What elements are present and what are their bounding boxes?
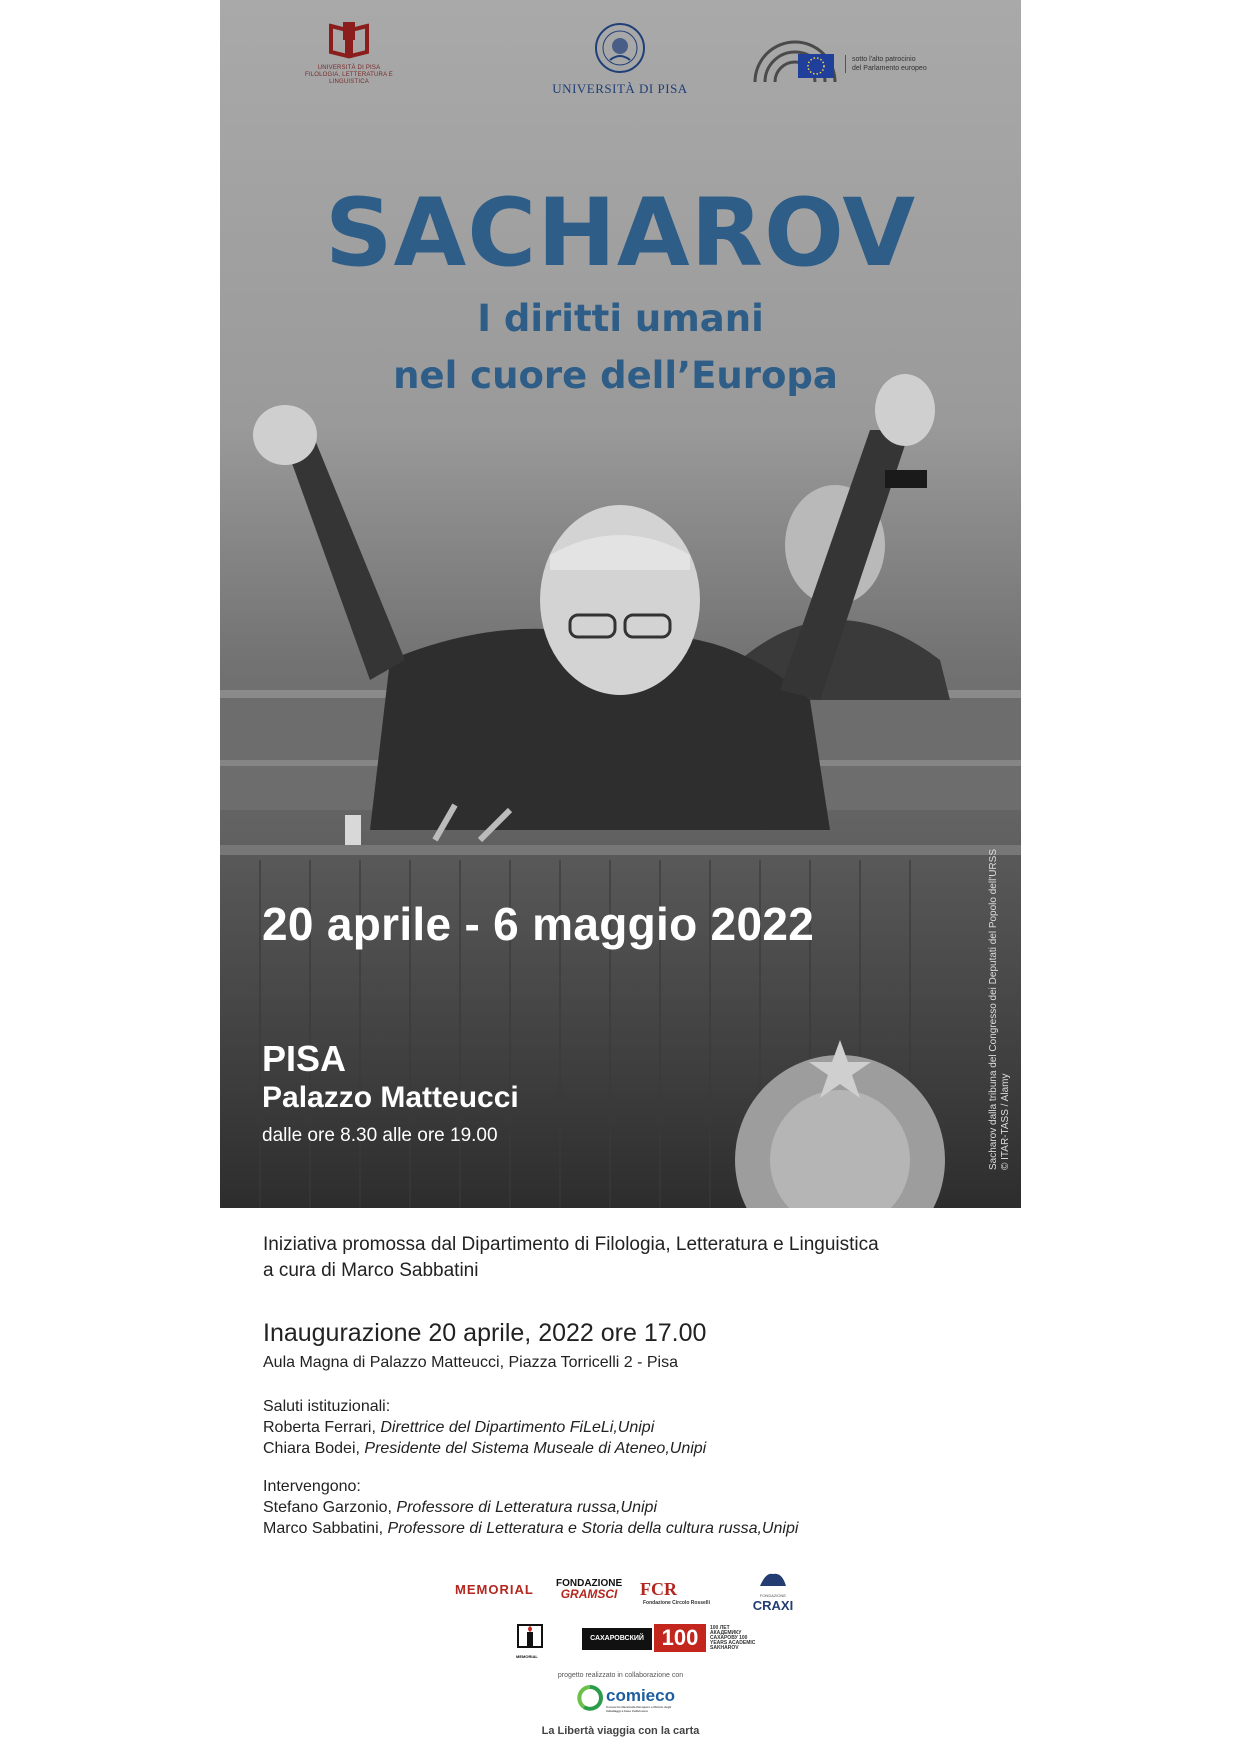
fondazione-gramsci-logo xyxy=(556,1578,622,1600)
exhibition-dates: 20 aprile - 6 maggio 2022 xyxy=(262,898,815,950)
sakharov-100-logo: 100 xyxy=(654,1624,706,1652)
greeting-role: Direttrice del Dipartimento FiLeLi,Unipi xyxy=(380,1419,655,1436)
ep-caption-line1: sotto l'alto patrocinio xyxy=(852,56,916,63)
filelli-logo xyxy=(294,20,404,86)
speakers-heading: Intervengono: xyxy=(263,1478,361,1495)
greetings-heading: Saluti istituzionali: xyxy=(263,1398,391,1415)
gramsci-bottom: GRAMSCI xyxy=(560,1587,618,1601)
exhibition-city: PISA xyxy=(262,1038,347,1079)
photo-credit-line2: © ITAR-TASS / Alamy xyxy=(1000,1073,1011,1170)
fcr-name: Fondazione Circolo Rosselli xyxy=(643,1600,710,1606)
greetings-section xyxy=(263,1396,706,1459)
comieco-logo xyxy=(576,1684,686,1714)
poster-subtitle-line1: I diritti umani xyxy=(477,297,764,340)
speaker-role: Professore di Letteratura russa,Unipi xyxy=(396,1499,657,1516)
poster-subtitle-line2: nel cuore dell’Europa xyxy=(393,354,838,397)
promotion-line1: Iniziativa promossa dal Dipartimento di Filologia, Letteratura e Linguistica xyxy=(263,1234,879,1255)
greeting-item xyxy=(263,1438,706,1459)
sakharov-centre-logo: САХАРОВСКИЙ ЦЕНТР xyxy=(582,1628,652,1650)
speaker-item xyxy=(263,1497,798,1518)
circolo-rosselli-logo xyxy=(640,1579,720,1618)
inauguration-heading: Inaugurazione 20 aprile, 2022 ore 17.00 xyxy=(263,1319,707,1347)
promotion-line2: a cura di Marco Sabbatini xyxy=(263,1260,479,1281)
poster-title: SACHAROV xyxy=(324,179,917,288)
header-logos xyxy=(220,20,1021,100)
collaboration-note: progetto realizzato in collaborazione con xyxy=(557,1672,684,1679)
greeting-role: Presidente del Sistema Museale di Ateneo,Unipi xyxy=(364,1440,707,1457)
speaker-name: Marco Sabbatini, xyxy=(263,1520,384,1537)
parliament-hemicycle-icon xyxy=(750,38,840,86)
unipi-name: UNIVERSITÀ DI PISA xyxy=(552,81,688,96)
greeting-item xyxy=(263,1417,706,1438)
memorial-roma-caption: MEMORIAL xyxy=(516,1654,538,1659)
sakharov-100-caption: 100 ЛЕТ АКАДЕМИКУ САХАРОВУ 100 YEARS ACADEMIC SAKHAROV xyxy=(710,1625,756,1651)
speaker-item xyxy=(263,1518,798,1539)
greeting-name: Chiara Bodei, xyxy=(263,1440,360,1457)
european-parliament-logo xyxy=(750,38,1010,88)
comieco-subtitle: Consorzio Nazionale Recupero e Riciclo degli Imballaggi a base Cellulosica xyxy=(606,1705,672,1713)
craxi-top: FONDAZIONE xyxy=(759,1593,787,1598)
craxi-portrait-icon xyxy=(756,1570,790,1588)
gramsci-top: FONDAZIONE xyxy=(556,1578,623,1589)
comieco-name: comieco xyxy=(606,1686,675,1705)
opening-hours: dalle ore 8.30 alle ore 19.00 xyxy=(262,1125,498,1146)
comieco-slogan: La Libertà viaggia con la carta xyxy=(541,1725,700,1737)
recycle-icon xyxy=(576,1684,604,1712)
speakers-section xyxy=(263,1476,798,1539)
photo-credit xyxy=(988,770,1012,1170)
fcr-mark: FCR xyxy=(640,1579,677,1599)
unipi-logo xyxy=(550,22,690,97)
exhibition-venue: Palazzo Matteucci xyxy=(262,1081,519,1114)
filelli-caption: UNIVERSITÀ DI PISA FILOLOGIA, LETTERATURA E LINGUISTICA xyxy=(304,65,394,85)
memorial-italia-logo: MEMORIAL xyxy=(455,1582,534,1597)
book-icon xyxy=(327,20,371,60)
speaker-name: Stefano Garzonio, xyxy=(263,1499,392,1516)
speaker-role: Professore di Letteratura e Storia della cultura russa,Unipi xyxy=(387,1520,799,1537)
greeting-name: Roberta Ferrari, xyxy=(263,1419,376,1436)
craxi-name: CRAXI xyxy=(752,1598,794,1613)
poster-photo-area xyxy=(220,0,1021,1208)
unipi-seal-icon xyxy=(594,22,646,74)
memorial-roma-logo xyxy=(516,1623,546,1659)
fondazione-craxi-logo xyxy=(748,1570,798,1613)
inauguration-location: Aula Magna di Palazzo Matteucci, Piazza Torricelli 2 - Pisa xyxy=(263,1354,678,1371)
photo-credit-line1: Sacharov dalla tribuna del Congresso dei Deputati del Popolo dell'URSS xyxy=(988,849,999,1170)
ep-caption-line2: del Parlamento europeo xyxy=(852,65,927,72)
memorial-candle-icon xyxy=(516,1623,544,1649)
promotion-note xyxy=(263,1232,879,1284)
ep-caption xyxy=(845,55,927,73)
